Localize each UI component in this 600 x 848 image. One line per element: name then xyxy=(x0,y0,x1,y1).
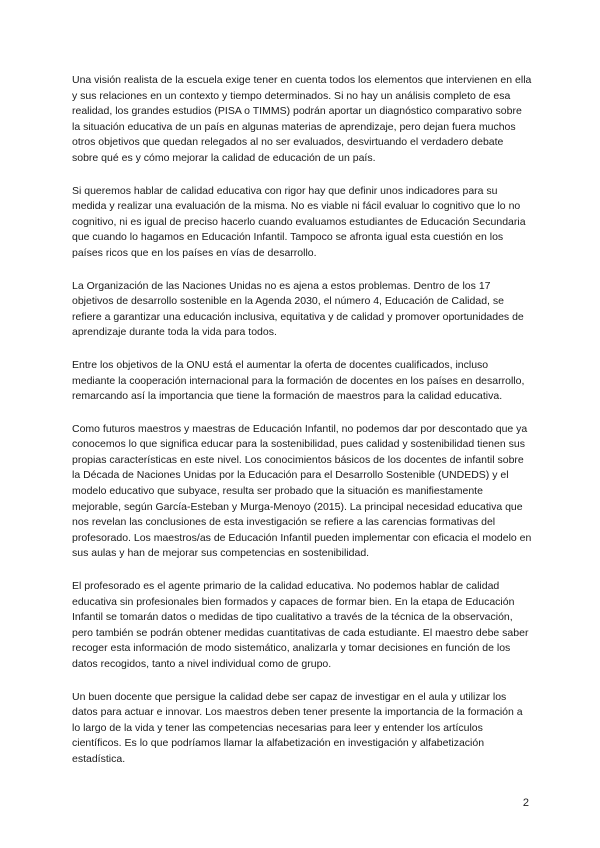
paragraph-6: El profesorado es el agente primario de la calidad educativa. No podemos hablar de calidad educativa sin profesionales bien formados y capaces de formar bien. En la etapa de Educación Infantil se tomarán datos o medidas de tipo cualitativo a través de la técnica de la observación, pero también se podrán obtener medidas cuantitativas de cada estudiante. El maestro debe saber recoger esta información de modo sistemático, analizarla y tomar decisiones en función de los datos recogidos, tanto a nivel individual como de grupo. xyxy=(72,580,529,670)
paragraph-2: Si queremos hablar de calidad educativa con rigor hay que definir unos indicadores para su medida y realizar una evaluación de la misma. No es viable ni fácil evaluar lo cognitivo que lo no cognitivo, ni es igual de preciso hacerlo cuando evaluamos estudiantes de Educación Secundaria que cuando lo hagamos en Educación Infantil. Tampoco se afronta igual esta cuestión en los países ricos que en los países en vías de desarrollo. xyxy=(72,184,526,259)
document-body xyxy=(72,73,532,785)
paragraph-5: Como futuros maestros y maestras de Educación Infantil, no podemos dar por descontado que ya conocemos lo que significa educar para la sostenibilidad, pues calidad y sostenibilidad tienen sus propias características en este nivel. Los conocimientos básicos de los docentes de infantil sobre la Década de Naciones Unidas por la Educación para el Desarrollo Sostenible (UNDEDS) y el modelo educativo que subyace, resulta ser probado que la situación es manifiestamente mejorable, según García-Esteban y Murga-Menoyo (2015). La principal necesidad educativa que nos revelan las conclusiones de esta investigación se refiere a las carencias formativas del profesorado. Los maestros/as de Educación Infantil pueden implementar con eficacia el modelo en sus aulas y han de mejorar sus competencias en sostenibilidad. xyxy=(72,422,532,560)
paragraph-1: Una visión realista de la escuela exige tener en cuenta todos los elementos que intervienen en ella y sus relaciones en un contexto y tiempo determinados. Si no hay un análisis completo de esa realidad, los grandes estudios (PISA o TIMMS) podrán aportar un diagnóstico comparativo sobre la situación educativa de un país en algunas materias de aprendizaje, pero dejan fuera muchos otros objetivos que quedan relegados al no ser evaluados, desvirtuando el verdadero debate sobre qué es y cómo mejorar la calidad de educación de un país. xyxy=(72,74,532,164)
paragraph-3: La Organización de las Naciones Unidas no es ajena a estos problemas. Dentro de los 17 objetivos de desarrollo sostenible en la Agenda 2030, el número 4, Educación de Calidad, se refiere a garantizar una educación inclusiva, equitativa y de calidad y promover oportunidades de aprendizaje durante toda la vida para todos. xyxy=(72,279,524,339)
paragraph-7: Un buen docente que persigue la calidad debe ser capaz de investigar en el aula y utilizar los datos para actuar e innovar. Los maestros deben tener presente la importancia de la formación a lo largo de la vida y tener las competencias necesarias para leer y entender los artículos científicos. Es lo que podríamos llamar la alfabetización en investigación y alfabetización estadística. xyxy=(72,690,523,765)
page-number: 2 xyxy=(522,797,529,809)
paragraph-4: Entre los objetivos de la ONU está el aumentar la oferta de docentes cualificados, incluso mediante la cooperación internacional para la formación de docentes en los países en desarrollo, remarcando así la importancia que tiene la formación de maestros para la calidad educativa. xyxy=(72,358,525,403)
